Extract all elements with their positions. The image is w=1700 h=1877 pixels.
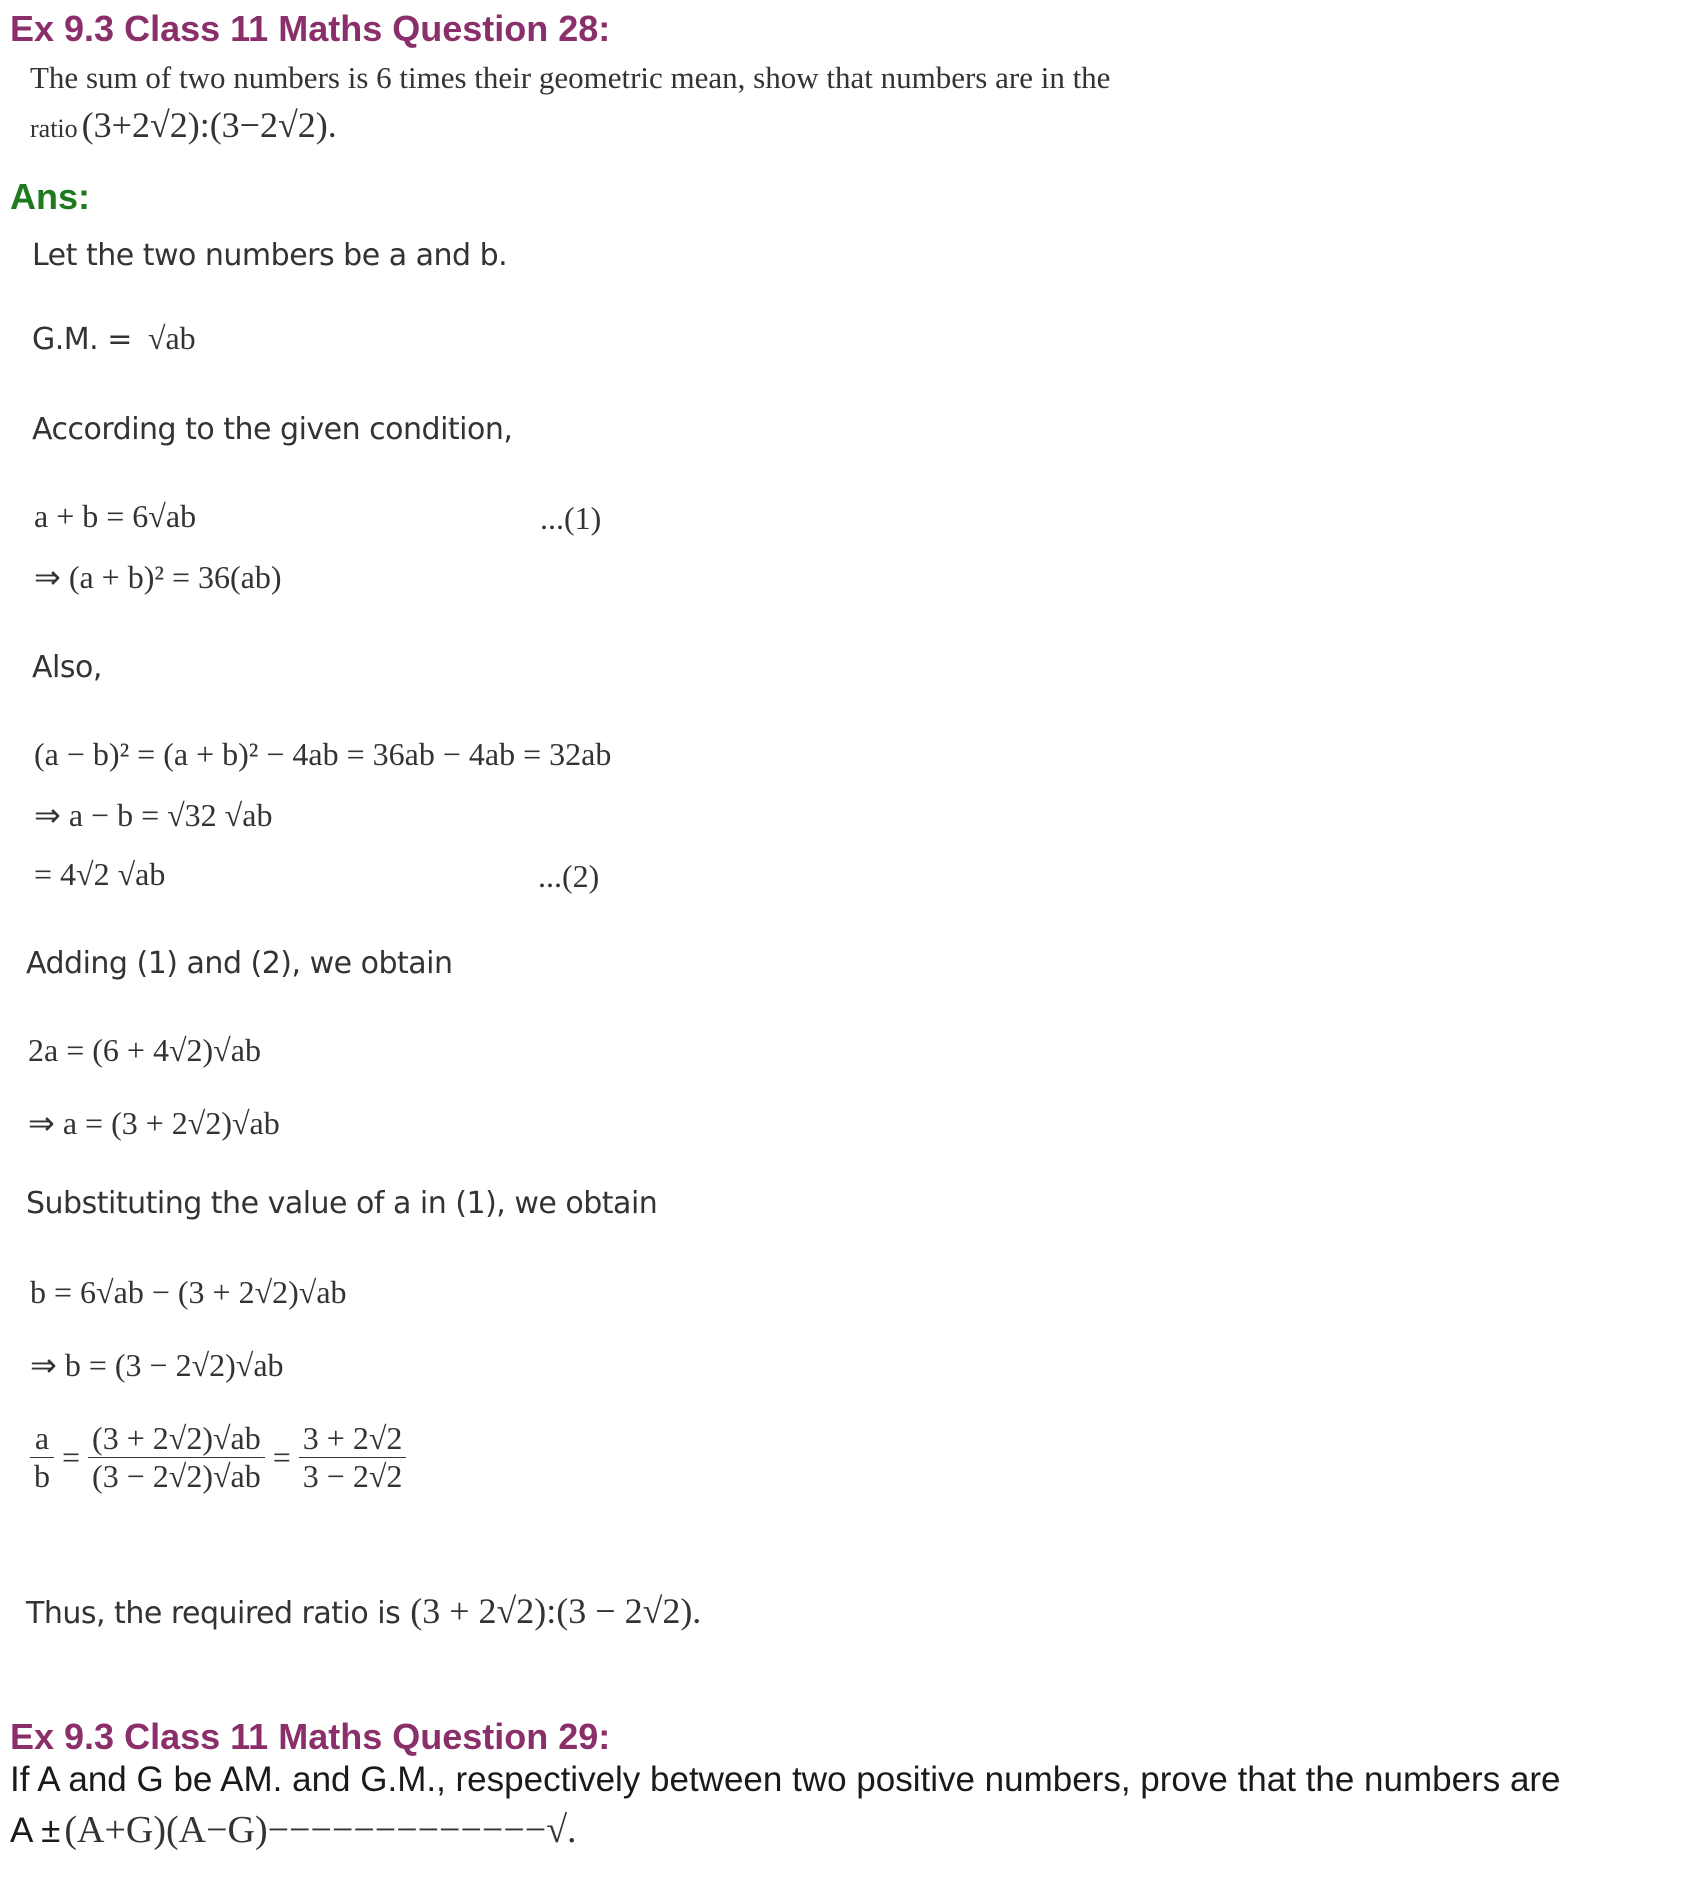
- question-29-heading: Ex 9.3 Class 11 Maths Question 29:: [10, 1716, 611, 1757]
- fraction-middle: [88, 1420, 265, 1495]
- condition-line: According to the given condition,: [32, 412, 513, 447]
- fraction-denominator: (3 − 2√2)√ab: [92, 1458, 261, 1494]
- ratio-word: ratio: [30, 114, 78, 143]
- fraction-a-over-b: [30, 1420, 54, 1495]
- conclusion-ratio: (3 + 2√2):(3 − 2√2).: [410, 1591, 702, 1631]
- question-29-text-line2: [10, 1808, 577, 1852]
- question-28-text-line2: [30, 104, 337, 146]
- equation-2a: (a − b)² = (a + b)² − 4ab = 36ab − 4ab = 32ab: [34, 736, 612, 772]
- equation-3b: ⇒ a = (3 + 2√2)√ab: [28, 1105, 280, 1141]
- question-29-prefix: A ±: [10, 1811, 61, 1850]
- equation-2c: = 4√2 √ab: [34, 856, 166, 892]
- fraction-denominator: b: [34, 1458, 50, 1494]
- let-numbers-line: Let the two numbers be a and b.: [32, 238, 508, 273]
- equals-sign: =: [272, 1439, 291, 1475]
- answer-label: Ans:: [10, 176, 90, 217]
- question-ratio: (3+2√2):(3−2√2).: [81, 105, 337, 145]
- equation-1: a + b = 6√ab: [34, 498, 197, 534]
- equals-sign: =: [62, 1439, 81, 1475]
- gm-line: [32, 320, 196, 357]
- adding-line: Adding (1) and (2), we obtain: [26, 946, 453, 981]
- question-28-heading: Ex 9.3 Class 11 Maths Question 28:: [10, 8, 611, 49]
- gm-value: √ab: [147, 320, 196, 356]
- equation-1-tag: ...(1): [540, 500, 602, 536]
- question-28-text-line1: The sum of two numbers is 6 times their geometric mean, show that numbers are in the: [30, 60, 1111, 95]
- equation-1b: ⇒ (a + b)² = 36(ab): [34, 559, 282, 595]
- equation-4a: b = 6√ab − (3 + 2√2)√ab: [30, 1274, 347, 1310]
- conclusion-text: Thus, the required ratio is: [26, 1596, 401, 1631]
- equation-3a: 2a = (6 + 4√2)√ab: [28, 1032, 261, 1068]
- also-line: Also,: [32, 650, 102, 685]
- conclusion-line: [26, 1590, 701, 1632]
- equation-2b: ⇒ a − b = √32 √ab: [34, 797, 273, 833]
- fraction-numerator: (3 + 2√2)√ab: [88, 1420, 265, 1458]
- substituting-line: Substituting the value of a in (1), we obtain: [26, 1186, 658, 1221]
- question-29-text-line1: If A and G be AM. and G.M., respectively between two positive numbers, prove that the numbers are: [10, 1760, 1561, 1799]
- gm-label: G.M. =: [32, 322, 132, 357]
- fraction-right: [299, 1420, 407, 1495]
- ratio-fraction-equation: [30, 1420, 406, 1495]
- fraction-numerator: 3 + 2√2: [299, 1420, 407, 1458]
- fraction-numerator: a: [30, 1420, 54, 1458]
- equation-2-tag: ...(2): [538, 858, 600, 894]
- equation-4b: ⇒ b = (3 − 2√2)√ab: [30, 1347, 284, 1383]
- question-29-expression: (A+G)(A−G)−−−−−−−−−−−−−√.: [64, 1809, 577, 1851]
- fraction-denominator: 3 − 2√2: [302, 1458, 403, 1494]
